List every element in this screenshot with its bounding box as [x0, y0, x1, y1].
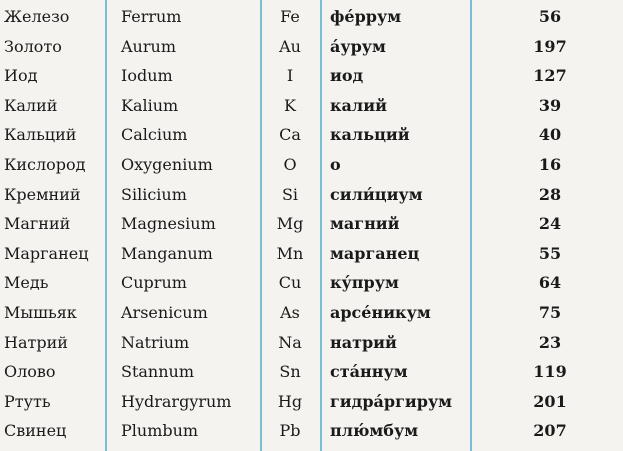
pronunciation: марганец: [330, 243, 420, 263]
table-row: [0, 298, 623, 328]
russian-name: Мышьяк: [4, 303, 77, 322]
latin-name: Arsenicum: [121, 303, 208, 322]
latin-name: Stannum: [121, 362, 195, 382]
latin-name: Iodum: [121, 66, 173, 86]
atomic-mass: 127: [533, 66, 567, 86]
pronunciation: о: [330, 155, 341, 174]
element-symbol: Sn: [279, 362, 301, 382]
latin-name: Oxygenium: [121, 155, 213, 174]
latin-name: Kalium: [121, 95, 179, 115]
atomic-mass: 40: [538, 125, 562, 145]
latin-name: Ferrum: [121, 7, 182, 26]
pronunciation: а́урум: [330, 36, 386, 56]
pronunciation: сили́циум: [330, 184, 423, 204]
latin-name: Manganum: [121, 243, 213, 263]
element-symbol: Hg: [277, 391, 303, 411]
table-row: [0, 387, 623, 417]
russian-name: Кислород: [4, 155, 86, 174]
pronunciation: плю́мбум: [330, 421, 419, 441]
latin-name: Hydrargyrum: [121, 391, 232, 411]
russian-name: Медь: [4, 273, 49, 293]
atomic-mass: 119: [533, 362, 567, 382]
element-symbol: As: [280, 303, 300, 322]
table-row: [0, 209, 623, 239]
table-row: [0, 328, 623, 358]
pronunciation: арсе́никум: [330, 303, 431, 322]
atomic-mass: 55: [538, 243, 562, 263]
pronunciation: калий: [330, 95, 387, 115]
pronunciation: ста́ннум: [330, 362, 408, 382]
atomic-mass: 207: [533, 421, 567, 441]
pronunciation: фе́ррум: [330, 7, 402, 26]
atomic-mass: 197: [533, 36, 567, 56]
element-symbol: Cu: [278, 273, 302, 293]
element-symbol: K: [284, 95, 296, 115]
table-row: [0, 120, 623, 150]
table-row: [0, 416, 623, 446]
atomic-mass: 56: [538, 7, 562, 26]
latin-name: Silicium: [121, 184, 187, 204]
atomic-mass: 28: [538, 184, 562, 204]
table-row: [0, 32, 623, 62]
atomic-mass: 201: [533, 391, 567, 411]
atomic-mass: 23: [538, 332, 562, 352]
russian-name: Натрий: [4, 332, 68, 352]
table-row: [0, 268, 623, 298]
latin-name: Cuprum: [121, 273, 187, 293]
pronunciation: магний: [330, 214, 400, 234]
table-row: [0, 150, 623, 180]
element-symbol: Pb: [279, 421, 301, 441]
atomic-mass: 16: [538, 155, 562, 174]
atomic-mass: 75: [538, 303, 562, 322]
table-row: [0, 239, 623, 269]
russian-name: Золото: [4, 36, 62, 56]
table-row: [0, 2, 623, 32]
table-row: [0, 61, 623, 91]
element-symbol: O: [283, 155, 297, 174]
russian-name: Магний: [4, 214, 71, 234]
russian-name: Ртуть: [4, 391, 51, 411]
russian-name: Марганец: [4, 243, 89, 263]
latin-name: Natrium: [121, 332, 190, 352]
latin-name: Calcium: [121, 125, 188, 145]
table-row: [0, 91, 623, 121]
element-symbol: Ca: [279, 125, 301, 145]
pronunciation: гидра́ргирум: [330, 391, 453, 411]
element-symbol: Na: [278, 332, 302, 352]
latin-name: Aurum: [121, 36, 176, 56]
russian-name: Железо: [4, 7, 70, 26]
russian-name: Олово: [4, 362, 56, 382]
pronunciation: натрий: [330, 332, 397, 352]
element-symbol: I: [286, 66, 294, 86]
latin-name: Plumbum: [121, 421, 199, 441]
russian-name: Калий: [4, 95, 58, 115]
russian-name: Свинец: [4, 421, 67, 441]
element-symbol: Au: [279, 36, 301, 56]
table-row: [0, 180, 623, 210]
element-symbol: Mn: [276, 243, 304, 263]
pronunciation: ку́прум: [330, 273, 399, 293]
pronunciation: кальций: [330, 125, 410, 145]
table-row: [0, 357, 623, 387]
element-symbol: Fe: [280, 7, 300, 26]
atomic-mass: 64: [538, 273, 562, 293]
russian-name: Иод: [4, 66, 38, 86]
russian-name: Кремний: [4, 184, 81, 204]
atomic-mass: 24: [538, 214, 562, 234]
pronunciation: иод: [330, 66, 364, 86]
element-symbol: Mg: [276, 214, 304, 234]
atomic-mass: 39: [538, 95, 562, 115]
element-symbol: Si: [281, 184, 299, 204]
russian-name: Кальций: [4, 125, 77, 145]
latin-name: Magnesium: [121, 214, 216, 234]
